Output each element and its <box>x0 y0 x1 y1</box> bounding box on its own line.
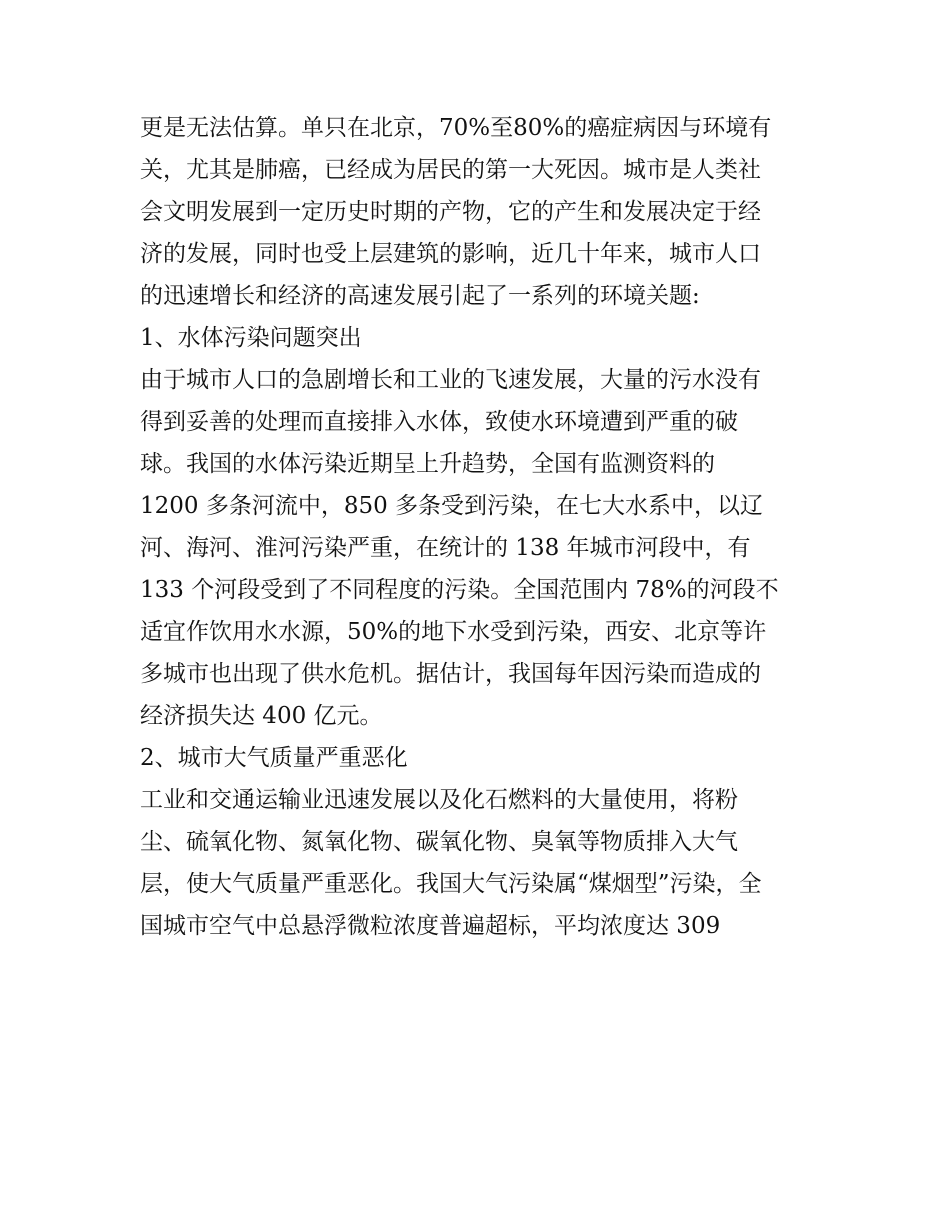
section-heading: 2、城市大气质量严重恶化 <box>140 745 408 771</box>
text-line: 工业和交通运输业迅速发展以及化石燃料的大量使用，将粉 <box>140 787 738 813</box>
text-line: 1200 多条河流中，850 多条受到污染，在七大水系中，以辽 <box>140 493 764 519</box>
text-line: 国城市空气中总悬浮微粒浓度普遍超标，平均浓度达 309 <box>140 913 721 939</box>
text-line: 会文明发展到一定历史时期的产物，它的产生和发展决定于经 <box>140 199 761 225</box>
text-line: 球。我国的水体污染近期呈上升趋势，全国有监测资料的 <box>140 451 715 477</box>
text-line: 的迅速增长和经济的高速发展引起了一系列的环境关题: <box>140 283 700 309</box>
text-line: 济的发展，同时也受上层建筑的影响，近几十年来，城市人口 <box>140 241 761 267</box>
text-line: 133 个河段受到了不同程度的污染。全国范围内 78%的河段不 <box>140 577 779 603</box>
text-line: 适宜作饮用水水源，50%的地下水受到污染，西安、北京等许 <box>140 619 767 645</box>
text-line: 河、海河、淮河污染严重，在统计的 138 年城市河段中，有 <box>140 535 751 561</box>
document-body <box>140 108 820 948</box>
text-line: 多城市也出现了供水危机。据估计，我国每年因污染而造成的 <box>140 661 761 687</box>
text-line: 经济损失达 400 亿元。 <box>140 703 383 729</box>
text-line: 由于城市人口的急剧增长和工业的飞速发展，大量的污水没有 <box>140 367 761 393</box>
text-line: 得到妥善的处理而直接排入水体，致使水环境遭到严重的破 <box>140 409 738 435</box>
text-line: 尘、硫氧化物、氮氧化物、碳氧化物、臭氧等物质排入大气 <box>140 829 738 855</box>
section-heading: 1、水体污染问题突出 <box>140 325 362 351</box>
text-line: 层，使大气质量严重恶化。我国大气污染属“煤烟型”污染，全 <box>140 871 762 897</box>
text-line: 关，尤其是肺癌，已经成为居民的第一大死因。城市是人类社 <box>140 157 761 183</box>
text-line: 更是无法估算。单只在北京，70%至80%的癌症病因与环境有 <box>140 115 772 141</box>
